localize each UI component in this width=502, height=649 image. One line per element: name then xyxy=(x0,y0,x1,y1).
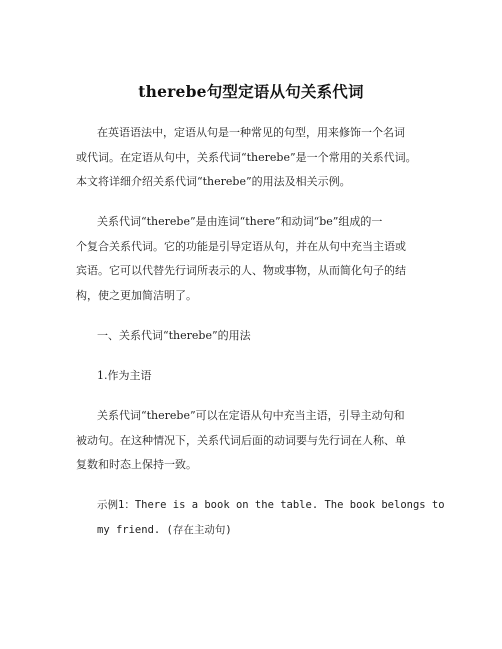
section-heading: 一、关系代词“therebe”的用法 xyxy=(97,329,251,342)
example-1-line-2: my friend. (存在主动句) xyxy=(97,524,232,536)
paragraph-2-line-4: 构，使之更加简洁明了。 xyxy=(76,289,197,302)
paragraph-3-line-1: 关系代词“therebe”可以在定语从句中充当主语，引导主动句和 xyxy=(97,409,405,422)
example-1-line-1: 示例1：There is a book on the table. The book belongs to xyxy=(97,499,445,511)
paragraph-1-line-2: 或代词。在定语从句中，关系代词“therebe”是一个常用的关系代词。 xyxy=(76,151,417,164)
paragraph-2-line-2: 个复合关系代词。它的功能是引导定语从句，并在从句中充当主语或 xyxy=(76,240,406,253)
paragraph-1-line-1: 在英语语法中，定语从句是一种常见的句型，用来修饰一个名词 xyxy=(97,126,405,139)
paragraph-2-line-3: 宾语。它可以代替先行词所表示的人、物或事物，从而简化句子的结 xyxy=(76,264,406,277)
document-title: therebe句型定语从句关系代词 xyxy=(138,82,364,101)
paragraph-3-line-3: 复数和时态上保持一致。 xyxy=(76,458,197,471)
paragraph-3-line-2: 被动句。在这种情况下，关系代词后面的动词要与先行词在人称、单 xyxy=(76,434,406,447)
subsection-heading: 1.作为主语 xyxy=(97,369,152,382)
paragraph-1-line-3: 本文将详细介绍关系代词“therebe”的用法及相关示例。 xyxy=(76,175,351,188)
paragraph-2-line-1: 关系代词“therebe”是由连词“there”和动词“be”组成的一 xyxy=(97,215,383,228)
